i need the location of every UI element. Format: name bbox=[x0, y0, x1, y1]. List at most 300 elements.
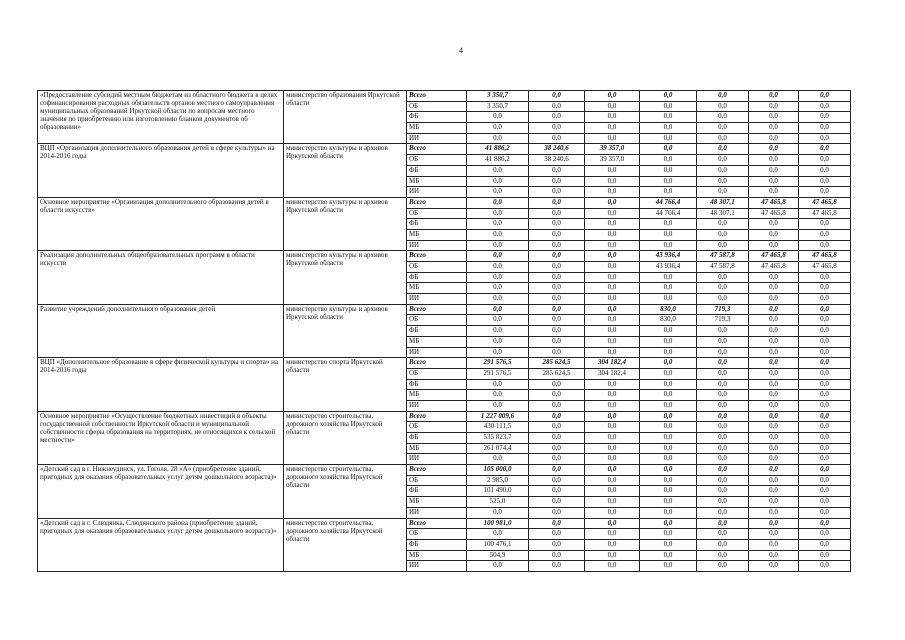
amount-cell: 0,0 bbox=[529, 379, 585, 390]
amount-cell: 525,0 bbox=[467, 497, 529, 508]
amount-cell: 38 240,6 bbox=[529, 144, 585, 155]
amount-cell: 0,0 bbox=[697, 390, 749, 401]
amount-cell: 0,0 bbox=[467, 336, 529, 347]
amount-cell: 0,0 bbox=[529, 486, 585, 497]
amount-cell: 0,0 bbox=[585, 390, 640, 401]
funding-source: МБ bbox=[407, 283, 467, 294]
funding-source: ИИ bbox=[407, 294, 467, 305]
amount-cell: 0,0 bbox=[529, 272, 585, 283]
amount-cell: 0,0 bbox=[749, 539, 799, 550]
funding-source: ОБ bbox=[407, 155, 467, 166]
amount-cell: 0,0 bbox=[640, 507, 697, 518]
amount-cell: 0,0 bbox=[467, 165, 529, 176]
amount-cell: 0,0 bbox=[529, 315, 585, 326]
responsible-org: министерство строительства, дорожного хозяйства Иркутской области bbox=[284, 518, 407, 571]
amount-cell: 47 465,8 bbox=[799, 251, 851, 262]
funding-source: ОБ bbox=[407, 262, 467, 273]
responsible-org: министерство спорта Иркутской области bbox=[284, 358, 407, 411]
amount-cell: 0,0 bbox=[529, 101, 585, 112]
funding-source: ФБ bbox=[407, 539, 467, 550]
table-row bbox=[38, 518, 851, 529]
amount-cell: 0,0 bbox=[697, 358, 749, 369]
amount-cell: 0,0 bbox=[697, 529, 749, 540]
amount-cell: 0,0 bbox=[585, 465, 640, 476]
amount-cell: 0,0 bbox=[799, 358, 851, 369]
funding-source: ФБ bbox=[407, 219, 467, 230]
amount-cell: 0,0 bbox=[585, 454, 640, 465]
amount-cell: 0,0 bbox=[640, 475, 697, 486]
funding-source: ИИ bbox=[407, 454, 467, 465]
funding-source: ОБ bbox=[407, 422, 467, 433]
amount-cell: 0,0 bbox=[749, 561, 799, 572]
amount-cell: 0,0 bbox=[697, 379, 749, 390]
amount-cell: 0,0 bbox=[799, 304, 851, 315]
amount-cell: 0,0 bbox=[749, 165, 799, 176]
amount-cell: 0,0 bbox=[697, 229, 749, 240]
amount-cell: 0,0 bbox=[697, 187, 749, 198]
measure-name: «Детский сад в г. Слюдянка, Слюдянского района (приобретение зданий, пригодных для оказания образовательных услуг детям дошкольного возраста)» bbox=[38, 518, 284, 571]
amount-cell: 0,0 bbox=[467, 379, 529, 390]
amount-cell: 0,0 bbox=[529, 347, 585, 358]
amount-cell: 0,0 bbox=[749, 486, 799, 497]
amount-cell: 0,0 bbox=[585, 304, 640, 315]
amount-cell: 0,0 bbox=[585, 251, 640, 262]
amount-cell: 0,0 bbox=[640, 518, 697, 529]
amount-cell: 0,0 bbox=[697, 219, 749, 230]
amount-cell: 0,0 bbox=[585, 336, 640, 347]
amount-cell: 0,0 bbox=[749, 529, 799, 540]
amount-cell: 0,0 bbox=[529, 336, 585, 347]
amount-cell: 0,0 bbox=[529, 123, 585, 134]
amount-cell: 285 624,5 bbox=[529, 358, 585, 369]
amount-cell: 0,0 bbox=[640, 422, 697, 433]
funding-source: ФБ bbox=[407, 272, 467, 283]
amount-cell: 0,0 bbox=[799, 486, 851, 497]
amount-cell: 43 936,4 bbox=[640, 251, 697, 262]
budget-table bbox=[37, 90, 851, 572]
funding-source: ОБ bbox=[407, 529, 467, 540]
amount-cell: 47 587,8 bbox=[697, 251, 749, 262]
amount-cell: 0,0 bbox=[585, 411, 640, 422]
amount-cell: 0,0 bbox=[799, 112, 851, 123]
amount-cell: 261 074,4 bbox=[467, 443, 529, 454]
amount-cell: 0,0 bbox=[529, 208, 585, 219]
amount-cell: 0,0 bbox=[585, 507, 640, 518]
amount-cell: 0,0 bbox=[697, 144, 749, 155]
amount-cell: 0,0 bbox=[467, 187, 529, 198]
amount-cell: 0,0 bbox=[640, 465, 697, 476]
amount-cell: 0,0 bbox=[799, 561, 851, 572]
amount-cell: 0,0 bbox=[467, 529, 529, 540]
amount-cell: 0,0 bbox=[529, 326, 585, 337]
amount-cell: 0,0 bbox=[640, 123, 697, 134]
amount-cell: 100 981,0 bbox=[467, 518, 529, 529]
funding-source: Всего bbox=[407, 518, 467, 529]
amount-cell: 0,0 bbox=[467, 262, 529, 273]
amount-cell: 0,0 bbox=[697, 518, 749, 529]
amount-cell: 0,0 bbox=[585, 550, 640, 561]
amount-cell: 0,0 bbox=[640, 400, 697, 411]
amount-cell: 0,0 bbox=[799, 219, 851, 230]
amount-cell: 0,0 bbox=[640, 497, 697, 508]
amount-cell: 0,0 bbox=[697, 123, 749, 134]
amount-cell: 0,0 bbox=[585, 272, 640, 283]
funding-source: ИИ bbox=[407, 133, 467, 144]
amount-cell: 0,0 bbox=[799, 368, 851, 379]
amount-cell: 0,0 bbox=[529, 390, 585, 401]
responsible-org: министерство культуры и архивов Иркутской области bbox=[284, 197, 407, 250]
amount-cell: 0,0 bbox=[749, 443, 799, 454]
amount-cell: 0,0 bbox=[585, 229, 640, 240]
funding-source: ИИ bbox=[407, 347, 467, 358]
amount-cell: 0,0 bbox=[529, 497, 585, 508]
amount-cell: 0,0 bbox=[749, 176, 799, 187]
funding-source: ОБ bbox=[407, 315, 467, 326]
amount-cell: 0,0 bbox=[799, 443, 851, 454]
amount-cell: 0,0 bbox=[529, 518, 585, 529]
amount-cell: 0,0 bbox=[697, 336, 749, 347]
amount-cell: 0,0 bbox=[585, 561, 640, 572]
amount-cell: 41 886,2 bbox=[467, 144, 529, 155]
amount-cell: 0,0 bbox=[467, 197, 529, 208]
amount-cell: 47 465,8 bbox=[749, 251, 799, 262]
amount-cell: 0,0 bbox=[640, 336, 697, 347]
amount-cell: 0,0 bbox=[799, 123, 851, 134]
table-row bbox=[38, 304, 851, 315]
amount-cell: 0,0 bbox=[749, 229, 799, 240]
amount-cell: 0,0 bbox=[640, 347, 697, 358]
amount-cell: 0,0 bbox=[749, 326, 799, 337]
amount-cell: 0,0 bbox=[749, 411, 799, 422]
amount-cell: 0,0 bbox=[467, 283, 529, 294]
amount-cell: 504,9 bbox=[467, 550, 529, 561]
amount-cell: 3 350,7 bbox=[467, 101, 529, 112]
amount-cell: 0,0 bbox=[640, 379, 697, 390]
funding-source: МБ bbox=[407, 123, 467, 134]
amount-cell: 105 000,0 bbox=[467, 465, 529, 476]
amount-cell: 43 936,4 bbox=[640, 262, 697, 273]
amount-cell: 0,0 bbox=[585, 262, 640, 273]
amount-cell: 0,0 bbox=[585, 294, 640, 305]
amount-cell: 0,0 bbox=[585, 315, 640, 326]
amount-cell: 0,0 bbox=[529, 475, 585, 486]
funding-source: ОБ bbox=[407, 475, 467, 486]
funding-source: Всего bbox=[407, 465, 467, 476]
amount-cell: 0,0 bbox=[585, 326, 640, 337]
funding-source: ОБ bbox=[407, 208, 467, 219]
funding-source: ФБ bbox=[407, 379, 467, 390]
amount-cell: 0,0 bbox=[585, 123, 640, 134]
amount-cell: 0,0 bbox=[585, 539, 640, 550]
amount-cell: 0,0 bbox=[529, 539, 585, 550]
amount-cell: 0,0 bbox=[749, 91, 799, 102]
amount-cell: 0,0 bbox=[529, 294, 585, 305]
amount-cell: 0,0 bbox=[640, 240, 697, 251]
amount-cell: 0,0 bbox=[529, 187, 585, 198]
amount-cell: 0,0 bbox=[640, 272, 697, 283]
responsible-org: министерство культуры и архивов Иркутской области bbox=[284, 304, 407, 357]
amount-cell: 0,0 bbox=[640, 144, 697, 155]
funding-source: ФБ bbox=[407, 112, 467, 123]
amount-cell: 0,0 bbox=[640, 368, 697, 379]
responsible-org: министерство строительства, дорожного хозяйства Иркутской области bbox=[284, 465, 407, 518]
funding-source: МБ bbox=[407, 229, 467, 240]
amount-cell: 0,0 bbox=[697, 368, 749, 379]
amount-cell: 0,0 bbox=[467, 294, 529, 305]
amount-cell: 39 357,0 bbox=[585, 155, 640, 166]
amount-cell: 0,0 bbox=[640, 155, 697, 166]
amount-cell: 0,0 bbox=[749, 475, 799, 486]
page-number: 4 bbox=[459, 46, 463, 55]
amount-cell: 0,0 bbox=[585, 497, 640, 508]
funding-source: МБ bbox=[407, 443, 467, 454]
budget-table-body bbox=[38, 91, 851, 572]
amount-cell: 0,0 bbox=[749, 101, 799, 112]
amount-cell: 0,0 bbox=[697, 443, 749, 454]
amount-cell: 0,0 bbox=[749, 550, 799, 561]
amount-cell: 0,0 bbox=[585, 133, 640, 144]
funding-source: Всего bbox=[407, 358, 467, 369]
amount-cell: 0,0 bbox=[799, 497, 851, 508]
amount-cell: 0,0 bbox=[799, 550, 851, 561]
amount-cell: 0,0 bbox=[799, 283, 851, 294]
amount-cell: 0,0 bbox=[640, 433, 697, 444]
amount-cell: 291 576,5 bbox=[467, 358, 529, 369]
amount-cell: 0,0 bbox=[529, 529, 585, 540]
amount-cell: 0,0 bbox=[697, 433, 749, 444]
amount-cell: 39 357,0 bbox=[585, 144, 640, 155]
amount-cell: 44 766,4 bbox=[640, 197, 697, 208]
amount-cell: 0,0 bbox=[799, 475, 851, 486]
amount-cell: 0,0 bbox=[749, 336, 799, 347]
funding-source: Всего bbox=[407, 251, 467, 262]
amount-cell: 0,0 bbox=[749, 379, 799, 390]
amount-cell: 0,0 bbox=[749, 272, 799, 283]
amount-cell: 0,0 bbox=[749, 187, 799, 198]
amount-cell: 0,0 bbox=[749, 465, 799, 476]
amount-cell: 0,0 bbox=[640, 486, 697, 497]
amount-cell: 47 465,8 bbox=[799, 208, 851, 219]
measure-name: «Детский сад в г. Нижнеудинск, ул. Гоголя, 28 «А» (приобретение зданий, пригодных для оказания образовательных услуг детям дошкольного возраста)» bbox=[38, 465, 284, 518]
amount-cell: 0,0 bbox=[640, 229, 697, 240]
amount-cell: 0,0 bbox=[529, 507, 585, 518]
amount-cell: 0,0 bbox=[529, 443, 585, 454]
amount-cell: 0,0 bbox=[640, 219, 697, 230]
amount-cell: 0,0 bbox=[697, 112, 749, 123]
amount-cell: 0,0 bbox=[585, 529, 640, 540]
amount-cell: 0,0 bbox=[640, 411, 697, 422]
amount-cell: 0,0 bbox=[585, 240, 640, 251]
amount-cell: 0,0 bbox=[697, 400, 749, 411]
amount-cell: 0,0 bbox=[799, 240, 851, 251]
amount-cell: 0,0 bbox=[529, 411, 585, 422]
amount-cell: 0,0 bbox=[640, 443, 697, 454]
amount-cell: 0,0 bbox=[529, 262, 585, 273]
table-row bbox=[38, 358, 851, 369]
amount-cell: 44 766,4 bbox=[640, 208, 697, 219]
amount-cell: 0,0 bbox=[585, 112, 640, 123]
amount-cell: 0,0 bbox=[585, 91, 640, 102]
amount-cell: 48 307,1 bbox=[697, 208, 749, 219]
amount-cell: 0,0 bbox=[529, 197, 585, 208]
amount-cell: 41 886,2 bbox=[467, 155, 529, 166]
amount-cell: 0,0 bbox=[640, 550, 697, 561]
amount-cell: 0,0 bbox=[697, 411, 749, 422]
amount-cell: 0,0 bbox=[749, 155, 799, 166]
amount-cell: 0,0 bbox=[467, 390, 529, 401]
amount-cell: 0,0 bbox=[467, 561, 529, 572]
responsible-org: министерство строительства, дорожного хозяйства Иркутской области bbox=[284, 411, 407, 464]
amount-cell: 0,0 bbox=[467, 507, 529, 518]
amount-cell: 0,0 bbox=[585, 219, 640, 230]
funding-source: Всего bbox=[407, 144, 467, 155]
amount-cell: 0,0 bbox=[749, 433, 799, 444]
amount-cell: 0,0 bbox=[799, 91, 851, 102]
amount-cell: 0,0 bbox=[749, 240, 799, 251]
amount-cell: 0,0 bbox=[585, 101, 640, 112]
amount-cell: 0,0 bbox=[697, 539, 749, 550]
responsible-org: министерство образования Иркутской области bbox=[284, 91, 407, 144]
amount-cell: 0,0 bbox=[585, 400, 640, 411]
table-row bbox=[38, 197, 851, 208]
amount-cell: 0,0 bbox=[585, 283, 640, 294]
amount-cell: 38 240,6 bbox=[529, 155, 585, 166]
measure-name: «Предоставление субсидий местным бюджетам из областного бюджета в целях софинансирования расходных обязательств органов местного самоуправления муниципальных образований Иркутской области по вопросам местного значения по приобретению или изготовлению бланков документов об образовании» bbox=[38, 91, 284, 144]
amount-cell: 0,0 bbox=[467, 304, 529, 315]
amount-cell: 1 227 009,6 bbox=[467, 411, 529, 422]
amount-cell: 0,0 bbox=[697, 133, 749, 144]
funding-source: ИИ bbox=[407, 240, 467, 251]
amount-cell: 0,0 bbox=[749, 358, 799, 369]
amount-cell: 0,0 bbox=[799, 433, 851, 444]
amount-cell: 0,0 bbox=[749, 347, 799, 358]
amount-cell: 0,0 bbox=[529, 240, 585, 251]
amount-cell: 285 624,5 bbox=[529, 368, 585, 379]
funding-source: ФБ bbox=[407, 165, 467, 176]
responsible-org: министерство культуры и архивов Иркутской области bbox=[284, 144, 407, 197]
amount-cell: 0,0 bbox=[697, 475, 749, 486]
amount-cell: 0,0 bbox=[640, 165, 697, 176]
amount-cell: 0,0 bbox=[529, 229, 585, 240]
amount-cell: 0,0 bbox=[529, 112, 585, 123]
amount-cell: 0,0 bbox=[640, 529, 697, 540]
amount-cell: 0,0 bbox=[749, 400, 799, 411]
amount-cell: 830,0 bbox=[640, 315, 697, 326]
funding-source: МБ bbox=[407, 176, 467, 187]
amount-cell: 0,0 bbox=[799, 507, 851, 518]
amount-cell: 47 465,8 bbox=[749, 262, 799, 273]
amount-cell: 0,0 bbox=[640, 101, 697, 112]
amount-cell: 0,0 bbox=[799, 133, 851, 144]
amount-cell: 0,0 bbox=[697, 283, 749, 294]
amount-cell: 0,0 bbox=[529, 219, 585, 230]
amount-cell: 48 307,1 bbox=[697, 197, 749, 208]
amount-cell: 0,0 bbox=[749, 368, 799, 379]
amount-cell: 0,0 bbox=[749, 219, 799, 230]
amount-cell: 101 490,0 bbox=[467, 486, 529, 497]
amount-cell: 0,0 bbox=[799, 347, 851, 358]
amount-cell: 0,0 bbox=[585, 433, 640, 444]
funding-source: ОБ bbox=[407, 368, 467, 379]
funding-source: МБ bbox=[407, 336, 467, 347]
amount-cell: 0,0 bbox=[799, 390, 851, 401]
amount-cell: 0,0 bbox=[467, 133, 529, 144]
amount-cell: 0,0 bbox=[467, 112, 529, 123]
amount-cell: 0,0 bbox=[749, 304, 799, 315]
amount-cell: 0,0 bbox=[640, 283, 697, 294]
amount-cell: 0,0 bbox=[799, 155, 851, 166]
amount-cell: 0,0 bbox=[467, 315, 529, 326]
amount-cell: 0,0 bbox=[640, 187, 697, 198]
table-row bbox=[38, 411, 851, 422]
amount-cell: 0,0 bbox=[799, 144, 851, 155]
amount-cell: 47 465,8 bbox=[749, 197, 799, 208]
amount-cell: 0,0 bbox=[697, 176, 749, 187]
amount-cell: 0,0 bbox=[640, 454, 697, 465]
amount-cell: 0,0 bbox=[749, 123, 799, 134]
funding-source: ФБ bbox=[407, 326, 467, 337]
responsible-org: министерство культуры и архивов Иркутской области bbox=[284, 251, 407, 304]
amount-cell: 0,0 bbox=[799, 315, 851, 326]
amount-cell: 0,0 bbox=[697, 347, 749, 358]
amount-cell: 0,0 bbox=[799, 539, 851, 550]
amount-cell: 0,0 bbox=[799, 187, 851, 198]
amount-cell: 0,0 bbox=[749, 507, 799, 518]
amount-cell: 291 576,5 bbox=[467, 368, 529, 379]
amount-cell: 0,0 bbox=[799, 294, 851, 305]
amount-cell: 719,3 bbox=[697, 304, 749, 315]
amount-cell: 0,0 bbox=[467, 229, 529, 240]
amount-cell: 0,0 bbox=[585, 443, 640, 454]
amount-cell: 0,0 bbox=[529, 251, 585, 262]
amount-cell: 0,0 bbox=[529, 433, 585, 444]
amount-cell: 0,0 bbox=[467, 240, 529, 251]
amount-cell: 0,0 bbox=[749, 422, 799, 433]
funding-source: ФБ bbox=[407, 486, 467, 497]
amount-cell: 304 182,4 bbox=[585, 358, 640, 369]
amount-cell: 0,0 bbox=[697, 101, 749, 112]
amount-cell: 0,0 bbox=[749, 315, 799, 326]
amount-cell: 0,0 bbox=[585, 475, 640, 486]
measure-name: Развитие учреждений дополнительного образования детей bbox=[38, 304, 284, 357]
amount-cell: 0,0 bbox=[467, 347, 529, 358]
amount-cell: 3 350,7 bbox=[467, 91, 529, 102]
table-row bbox=[38, 91, 851, 102]
amount-cell: 0,0 bbox=[799, 101, 851, 112]
amount-cell: 0,0 bbox=[697, 294, 749, 305]
amount-cell: 0,0 bbox=[799, 326, 851, 337]
amount-cell: 0,0 bbox=[529, 561, 585, 572]
amount-cell: 0,0 bbox=[697, 155, 749, 166]
amount-cell: 47 465,8 bbox=[749, 208, 799, 219]
amount-cell: 0,0 bbox=[697, 326, 749, 337]
amount-cell: 0,0 bbox=[640, 390, 697, 401]
amount-cell: 0,0 bbox=[697, 561, 749, 572]
amount-cell: 304 182,4 bbox=[585, 368, 640, 379]
funding-source: ИИ bbox=[407, 187, 467, 198]
amount-cell: 0,0 bbox=[640, 133, 697, 144]
amount-cell: 0,0 bbox=[529, 400, 585, 411]
amount-cell: 535 823,7 bbox=[467, 433, 529, 444]
amount-cell: 0,0 bbox=[467, 176, 529, 187]
amount-cell: 0,0 bbox=[467, 272, 529, 283]
measure-name: ВЦП «Организация дополнительного образования детей в сфере культуры» на 2014-2016 годы bbox=[38, 144, 284, 197]
funding-source: Всего bbox=[407, 197, 467, 208]
amount-cell: 0,0 bbox=[749, 497, 799, 508]
amount-cell: 0,0 bbox=[799, 400, 851, 411]
amount-cell: 0,0 bbox=[749, 294, 799, 305]
amount-cell: 47 587,8 bbox=[697, 262, 749, 273]
